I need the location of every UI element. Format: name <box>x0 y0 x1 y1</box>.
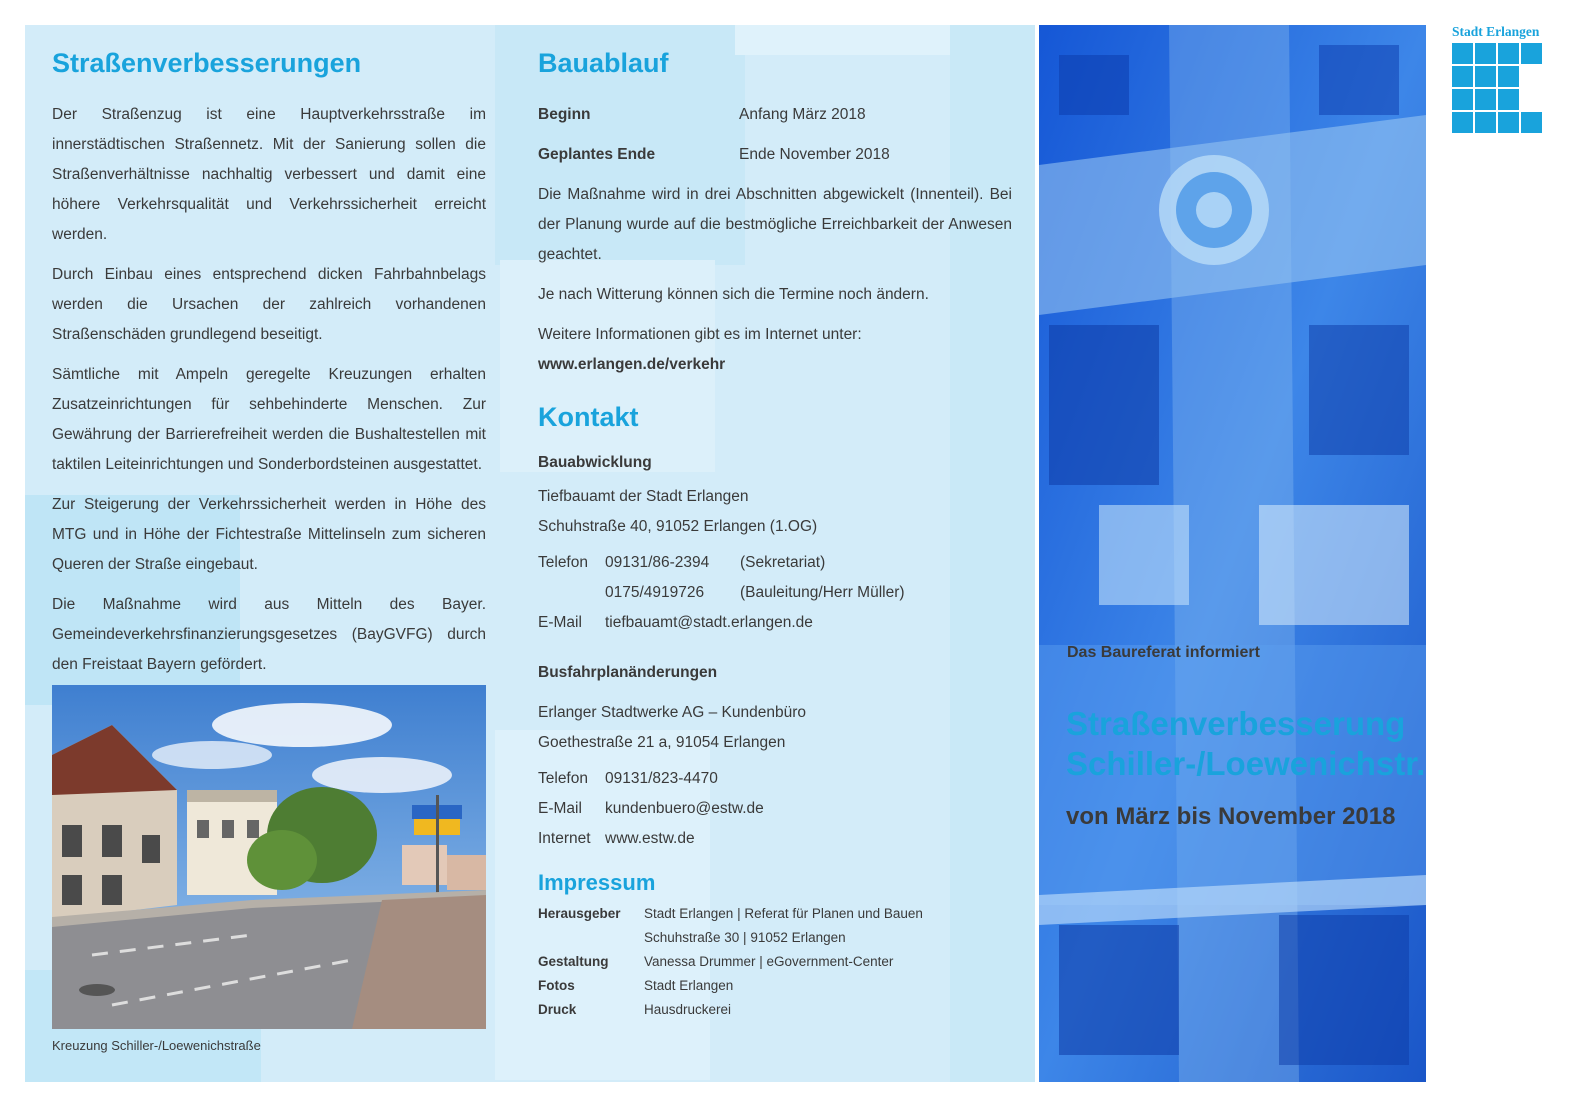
cover-title <box>1066 704 1425 784</box>
logo-text: Stadt Erlangen <box>1452 24 1540 39</box>
paragraph: Durch Einbau eines entsprechend dicken Fahrbahnbelags werden die Ursachen der zahlreich vorhandenen Straßenschäden grundlegend beseitigt. <box>52 266 486 343</box>
web-link[interactable]: www.estw.de <box>605 830 695 847</box>
section-heading-strassenverbesserungen: Straßenverbesserungen <box>52 48 362 78</box>
logo-grid-icon <box>1452 43 1542 133</box>
cover-dates: von März bis November 2018 <box>1066 803 1396 830</box>
impressum-row <box>538 902 1014 926</box>
contact-phone-row <box>538 764 1014 794</box>
email-label: E-Mail <box>538 800 582 817</box>
impressum-value: Stadt Erlangen | Referat für Planen und Bauen <box>644 906 923 921</box>
impressum-row <box>538 974 1014 998</box>
contact-subheading-bus: Busfahrplanänderungen <box>538 664 718 681</box>
paragraph: Der Straßenzug ist eine Hauptverkehrsstraße im innerstädtischen Straßennetz. Mit der Sanierung sollen die Straßenverhältnisse nachhaltig verbessert und damit eine höhere Verkehrsqualität und Verkehrssicherheit erreicht werden. <box>52 106 486 243</box>
info-intro: Weitere Informationen gibt es im Internet unter: <box>538 326 862 343</box>
stadt-erlangen-logo <box>1452 24 1542 133</box>
impressum-row <box>538 998 1014 1022</box>
paragraph: Zur Steigerung der Verkehrssicherheit werden in Höhe des MTG und in Höhe der Fichtestraße Mittelinseln zum sicheren Queren der Straße eingebaut. <box>52 496 486 573</box>
paragraph: Sämtliche mit Ampeln geregelte Kreuzungen erhalten Zusatzeinrichtungen für sehbehinderte Menschen. Zur Gewährung der Barrierefreiheit werden die Bushaltestellen mit taktilen Leiteinrichtungen und Sonderbordsteinen ausgestattet. <box>52 366 486 473</box>
impressum-value: Schuhstraße 30 | 91052 Erlangen <box>644 930 846 945</box>
aerial-map-illustration <box>1039 25 1426 1082</box>
contact-subheading-bauabwicklung: Bauabwicklung <box>538 454 652 471</box>
impressum-list <box>538 902 1014 1022</box>
impressum-value: Hausdruckerei <box>644 1002 732 1017</box>
cover-aerial-image <box>1039 25 1426 1082</box>
phone-note: (Sekretariat) <box>740 554 826 571</box>
street-photo-illustration <box>52 685 486 1029</box>
contact-email-row <box>538 608 1014 638</box>
impressum-row <box>538 950 1014 974</box>
section-heading-kontakt: Kontakt <box>538 402 639 432</box>
contact-line: Erlanger Stadtwerke AG – Kundenbüro <box>538 704 806 721</box>
impressum-label <box>538 926 644 950</box>
erlangen-verkehr-link[interactable]: www.erlangen.de/verkehr <box>538 356 726 373</box>
schedule-label: Geplantes Ende <box>538 146 656 163</box>
photo-caption: Kreuzung Schiller-/Loewenichstraße <box>52 1038 261 1053</box>
impressum-row <box>538 926 1014 950</box>
cover-kicker: Das Baureferat informiert <box>1067 644 1260 661</box>
contact-phone-row <box>538 578 1014 608</box>
left-column <box>52 48 486 690</box>
phone-label: Telefon <box>538 554 588 571</box>
section-heading-bauablauf: Bauablauf <box>538 48 669 78</box>
cover-title-line: Schiller-/Loewenichstr. <box>1066 745 1426 782</box>
contact-line: Schuhstraße 40, 91052 Erlangen (1.OG) <box>538 518 818 535</box>
contact-line: Tiefbauamt der Stadt Erlangen <box>538 488 749 505</box>
schedule-value: Ende November 2018 <box>739 146 890 163</box>
email-link[interactable]: tiefbauamt@stadt.erlangen.de <box>605 614 813 631</box>
contact-email-row <box>538 794 1014 824</box>
section-heading-impressum: Impressum <box>538 870 656 895</box>
schedule-row <box>538 140 1014 170</box>
impressum-label: Herausgeber <box>538 906 621 921</box>
impressum-label: Gestaltung <box>538 954 609 969</box>
impressum-value: Vanessa Drummer | eGovernment-Center <box>644 954 894 969</box>
web-label: Internet <box>538 830 591 847</box>
impressum-label: Druck <box>538 1002 577 1017</box>
impressum-label: Fotos <box>538 978 575 993</box>
paragraph <box>538 320 1014 380</box>
contact-phone-row <box>538 548 1014 578</box>
paragraph: Je nach Witterung können sich die Termine noch ändern. <box>538 286 929 303</box>
schedule-value: Anfang März 2018 <box>739 106 866 123</box>
street-photo <box>52 685 486 1029</box>
schedule-row <box>538 100 1014 130</box>
cover-title-line: Straßenverbesserung <box>1066 705 1406 742</box>
schedule-label: Beginn <box>538 106 591 123</box>
phone-number[interactable]: 09131/823-4470 <box>605 770 718 787</box>
phone-number[interactable]: 0175/4919726 <box>605 584 705 601</box>
email-label: E-Mail <box>538 614 582 631</box>
middle-column <box>538 48 1014 1022</box>
email-link[interactable]: kundenbuero@estw.de <box>605 800 764 817</box>
phone-number[interactable]: 09131/86-2394 <box>605 554 710 571</box>
contact-web-row <box>538 824 1014 854</box>
paragraph: Die Maßnahme wird in drei Abschnitten abgewickelt (Innenteil). Bei der Planung wurde auf die bestmögliche Erreichbarkeit der Anwesen geachtet. <box>538 186 1012 263</box>
paragraph: Die Maßnahme wird aus Mitteln des Bayer. Gemeindeverkehrsfinanzierungsgesetzes (BayGVFG) durch den Freistaat Bayern gefördert. <box>52 596 486 673</box>
phone-note: (Bauleitung/Herr Müller) <box>740 584 905 601</box>
phone-label: Telefon <box>538 770 588 787</box>
contact-line: Goethestraße 21 a, 91054 Erlangen <box>538 734 786 751</box>
impressum-value: Stadt Erlangen <box>644 978 734 993</box>
